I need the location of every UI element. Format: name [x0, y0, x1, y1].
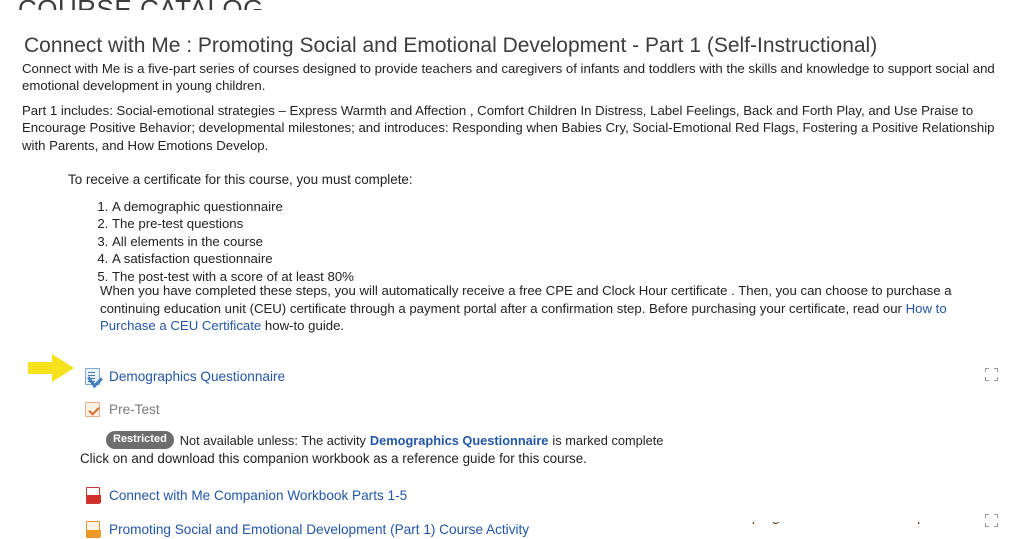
activity-demographics-questionnaire[interactable]: [84, 368, 285, 386]
list-item: 3. All elements in the course: [112, 233, 354, 250]
restriction-demographics-link[interactable]: Demographics Questionnaire: [369, 432, 549, 448]
course-description-paragraph-1: Connect with Me is a five-part series of courses designed to provide teachers and caregivers of infants and toddlers with the skills and knowledge to support social and emotional development in young children.: [22, 61, 995, 94]
certificate-closing-text: [100, 282, 980, 335]
activity-companion-workbook[interactable]: [84, 487, 407, 505]
activity-companion-workbook-link[interactable]: Connect with Me Companion Workbook Parts 1-5: [109, 488, 408, 503]
course-title: Connect with Me : Promoting Social and Emotional Development - Part 1 (Self-Instructional): [24, 34, 878, 57]
status-badge: Restricted: [106, 431, 174, 449]
questionnaire-sheet-icon: [84, 368, 102, 386]
yellow-right-arrow-icon: [28, 354, 74, 382]
workbook-download-note: Click on and download this companion workbook as a reference guide for this course.: [80, 451, 587, 466]
closing-text-part-1: When you have completed these steps, you will automatically receive a free CPE and Clock Hour certificate . Then, you can choose to purchase a continuing education unit (CEU) certificate through a payment portal after a confirmation step. Before purchasing your certificate, read our: [100, 283, 952, 316]
restriction-text-suffix: is marked complete: [552, 432, 664, 448]
course-detail-card: [8, 10, 1016, 537]
pre-test-restriction-notice: [106, 431, 663, 449]
list-item: 5. The post-test with a score of at least 80%: [112, 268, 354, 285]
certificate-requirements-list: [92, 198, 354, 285]
completion-checkbox-demographics[interactable]: [985, 368, 998, 381]
restriction-text-prefix: Not available unless: The activity: [179, 432, 366, 448]
pdf-file-icon: [84, 487, 102, 505]
closing-text-part-2: how-to guide.: [261, 318, 345, 334]
activity-pre-test: [84, 401, 160, 419]
completion-checkbox-course-activity[interactable]: [985, 514, 998, 527]
checkmark-quiz-icon: [84, 401, 102, 419]
activity-course-activity[interactable]: [84, 521, 529, 539]
how-to-purchase-ceu-certificate-link[interactable]: How to Purchase a CEU Certificate: [100, 300, 947, 334]
activity-demographics-questionnaire-link[interactable]: Demographics Questionnaire: [109, 369, 286, 384]
list-item: 1. A demographic questionnaire: [112, 198, 354, 215]
course-description-paragraph-2: Part 1 includes: Social-emotional strategies – Express Warmth and Affection , Comfort Children In Distress, Label Feelings, Back and Forth Play, and Use Praise to Encourage Positive Behavior; developmental milestones; and introduces: Responding when Babies Cry, Social-Emotional Red Flags, Fostering a Positive Relationship with Parents, and How Emotions Develop.: [22, 103, 995, 153]
scorm-package-icon: [84, 521, 102, 539]
list-item: 2. The pre-test questions: [112, 215, 354, 232]
certificate-requirements-intro: To receive a certificate for this course, you must complete:: [68, 172, 413, 187]
activity-course-activity-link[interactable]: Promoting Social and Emotional Development (Part 1) Course Activity: [109, 522, 530, 537]
list-item: 4. A satisfaction questionnaire: [112, 250, 354, 267]
activity-pre-test-label: Pre-Test: [109, 402, 160, 417]
